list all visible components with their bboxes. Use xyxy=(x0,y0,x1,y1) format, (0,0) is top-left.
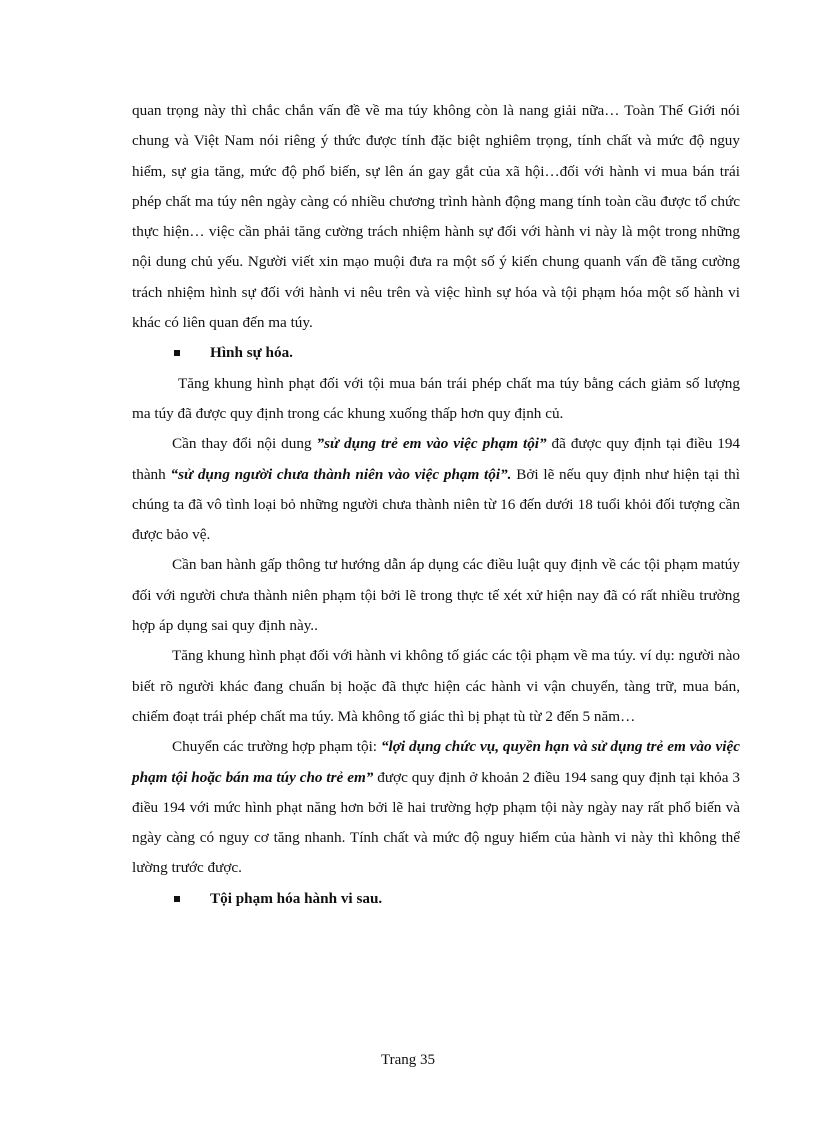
emphasis-quote: ”sử dụng trẻ em vào việc phạm tội” xyxy=(316,435,547,453)
heading-toi-pham-hoa xyxy=(132,884,740,914)
document-body xyxy=(132,96,740,914)
emphasis-quote: “lợi dụng chức vụ, quyền hạn và sử dụng trẻ em vào việc phạm tội hoặc bán ma túy cho trẻ em” xyxy=(132,738,740,786)
text-segment: đã được quy định tại điều 194 thành xyxy=(132,435,741,483)
emphasis-quote: “sử dụng người chưa thành niên vào việc phạm tội”. xyxy=(170,465,512,483)
paragraph-ban-hanh: Cần ban hành gấp thông tư hướng dẫn áp dụng các điều luật quy định về các tội phạm matúy đối với người chưa thành niên phạm tội bởi lẽ trong thực tế xét xử hiện nay đã có rất nhiều trường hợp áp dụng sai quy định này.. xyxy=(132,556,740,635)
paragraph-tang-khung: Tăng khung hình phạt đối với tội mua bán trái phép chất ma túy bằng cách giảm số lượng ma túy đã được quy định trong các khung xuống thấp hơn quy định củ. xyxy=(132,374,740,422)
paragraph-chuyen-truong-hop xyxy=(132,732,740,883)
page-number: Trang 35 xyxy=(380,1052,436,1068)
text-segment: Chuyển các trường hợp phạm tội: xyxy=(172,738,381,756)
square-bullet-icon xyxy=(174,896,180,902)
paragraph-thay-doi xyxy=(132,429,740,550)
text-segment: Cần thay đổi nội dung xyxy=(172,435,317,453)
square-bullet-icon xyxy=(174,350,180,356)
paragraph-intro: quan trọng này thì chắc chắn vấn đề về ma túy không còn là nang giải nữa… Toàn Thế Giới nói chung và Việt Nam nói riêng ý thức được tính đặc biệt nghiêm trọng, tính chất và mức độ nguy hiểm, sự gia tăng, mức độ phổ biến, sự lên án gay gắt của xã hội…đối với hành vi mua bán trái phép chất ma túy nên ngày càng có nhiều chương trình hành động mang tính toàn cầu được tổ chức thực hiện… việc cần phải tăng cường trách nhiệm hành sự đối với hành vi này là một trong những nội dung chủ yếu. Người viết xin mạo muội đưa ra một số ý kiến chung quanh vấn đề tăng cường trách nhiệm hình sự đối với hành vi nêu trên và việc hình sự hóa và tội phạm hóa một số hành vi khác có liên quan đến ma túy. xyxy=(132,102,740,332)
heading-text: Tội phạm hóa hành vi sau. xyxy=(210,889,383,907)
text-segment: Bởi lẽ nếu quy định như hiện tại thì chúng ta đã vô tình loại bỏ những người chưa thành niên từ 16 đến dưới 18 tuổi khỏi đối tượng cần được bảo vệ. xyxy=(132,465,740,544)
heading-text: Hình sự hóa. xyxy=(210,344,293,362)
heading-hinh-su-hoa xyxy=(132,338,740,368)
paragraph-khong-to-giac: Tăng khung hình phạt đối với hành vi không tố giác các tội phạm về ma túy. ví dụ: người nào biết rõ người khác đang chuẩn bị hoặc đã thực hiện các hành vi vận chuyển, tàng trữ, mua bán, chiếm đoạt trái phép chất ma túy. Mà không tố giác thì bị phạt tù từ 2 đến 5 năm… xyxy=(132,647,740,725)
text-segment: được quy định ở khoản 2 điều 194 sang quy định tại khỏa 3 điều 194 với mức hình phạt năng hơn bởi lẽ hai trường hợp phạm tội này ngày nay rất phổ biến và ngày càng có nguy cơ tăng nhanh. Tính chất và mức độ nguy hiểm của hành vi này thì không thể lường trước được. xyxy=(132,768,741,877)
